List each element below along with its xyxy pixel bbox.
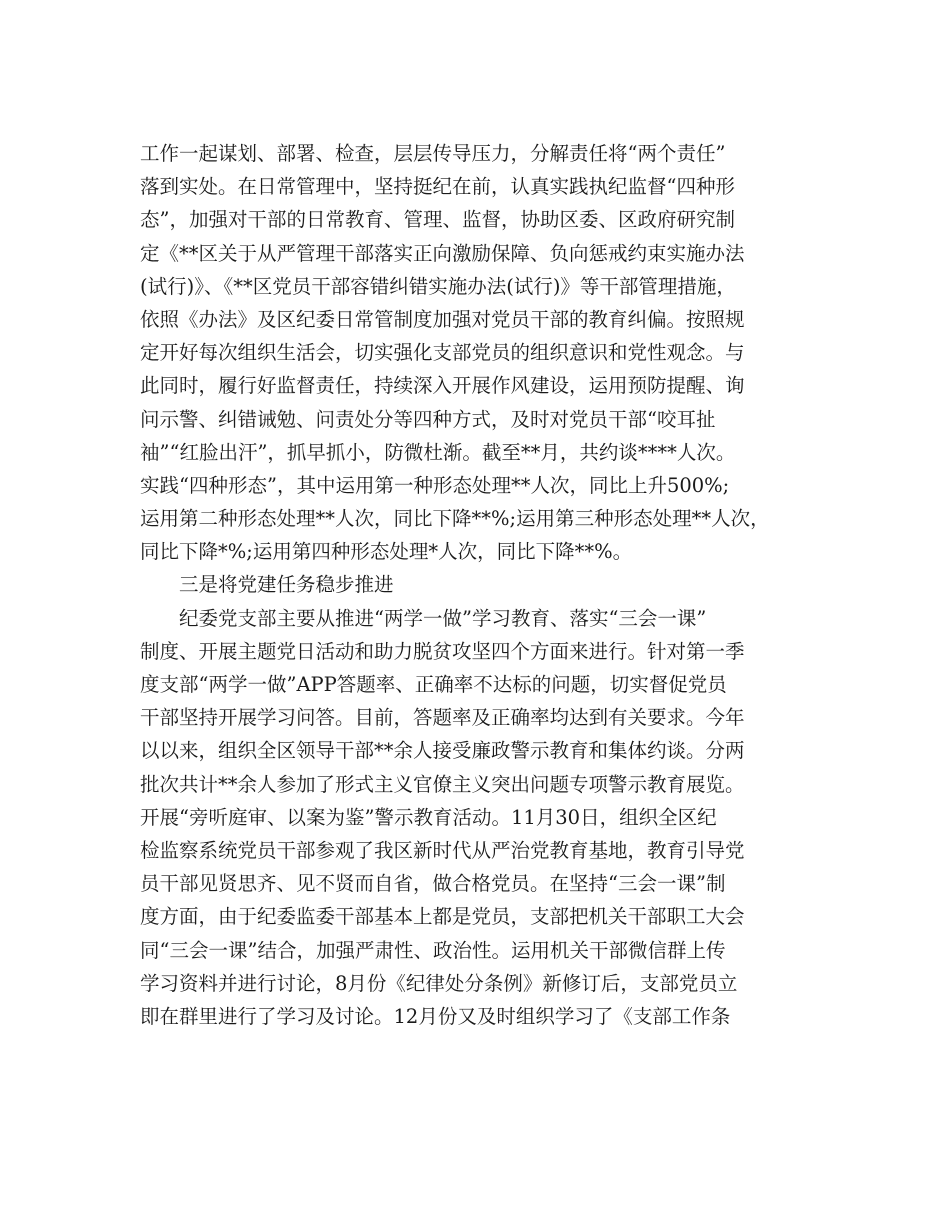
text-line: 态”，加强对干部的日常教育、管理、监督，协助区委、区政府研究制 <box>140 208 735 232</box>
text-line: 运用第二种形态处理**人次，同比下降**%;运用第三种形态处理**人次， <box>140 507 770 531</box>
text-line: 开展“旁听庭审、以案为鉴”警示教育活动。11月30日，组织全区纪 <box>140 805 717 829</box>
text-line: 定开好每次组织生活会，切实强化支部党员的组织意识和党性观念。与 <box>140 341 745 365</box>
text-line: 度方面，由于纪委监委干部基本上都是党员，支部把机关干部职工大会 <box>140 905 745 929</box>
text-line: 问示警、纠错诫勉、问责处分等四种方式，及时对党员干部“咬耳扯 <box>140 407 716 431</box>
text-line: 依照《办法》及区纪委日常管制度加强对党员干部的教育纠偏。按照规 <box>140 307 745 331</box>
section-heading: 三是将党建任务稳步推进 <box>179 573 394 597</box>
text-line: 制度、开展主题党日活动和助力脱贫攻坚四个方面来进行。针对第一季 <box>140 639 745 663</box>
text-line: 此同时，履行好监督责任，持续深入开展作风建设，运用预防提醒、询 <box>140 374 745 398</box>
text-line: 以以来，组织全区领导干部**余人接受廉政警示教育和集体约谈。分两 <box>140 739 745 763</box>
text-line: 度支部“两学一做”APP答题率、正确率不达标的问题，切实督促党员 <box>140 673 727 696</box>
text-line: (试行)》、《**区党员干部容错纠错实施办法(试行)》等干部管理措施， <box>140 274 736 298</box>
text-line: 定《**区关于从严管理干部落实正向激励保障、负向惩戒约束实施办法 <box>140 241 745 265</box>
text-line: 检监察系统党员干部参观了我区新时代从严治党教育基地，教育引导党 <box>140 838 745 862</box>
text-line: 同比下降*%;运用第四种形态处理*人次，同比下降**%。 <box>140 540 633 564</box>
text-line: 即在群里进行了学习及讨论。12月份又及时组织学习了《支部工作条 <box>140 1004 731 1028</box>
text-line: 员干部见贤思齐、见不贤而自省，做合格党员。在坚持“三会一课”制 <box>140 872 726 896</box>
text-line: 同“三会一课”结合，加强严肃性、政治性。运用机关干部微信群上传 <box>140 938 726 962</box>
text-line: 实践“四种形态”，其中运用第一种形态处理**人次，同比上升500%; <box>140 473 730 497</box>
text-line: 袖”“红脸出汗”，抓早抓小，防微杜渐。截至**月，共约谈****人次。 <box>140 440 736 464</box>
document-body <box>140 137 820 1033</box>
text-line: 纪委党支部主要从推进“两学一做”学习教育、落实“三会一课” <box>179 606 707 630</box>
text-line: 干部坚持开展学习问答。目前，答题率及正确率均达到有关要求。今年 <box>140 706 745 730</box>
text-line: 工作一起谋划、部署、检查，层层传导压力，分解责任将“两个责任” <box>140 142 726 165</box>
text-line: 学习资料并进行讨论，8月份《纪律处分条例》新修订后，支部党员立 <box>140 971 738 995</box>
text-line: 批次共计**余人参加了形式主义官僚主义突出问题专项警示教育展览。 <box>140 772 745 796</box>
text-line: 落到实处。在日常管理中，坚持挺纪在前，认真实践执纪监督“四种形 <box>140 175 735 199</box>
